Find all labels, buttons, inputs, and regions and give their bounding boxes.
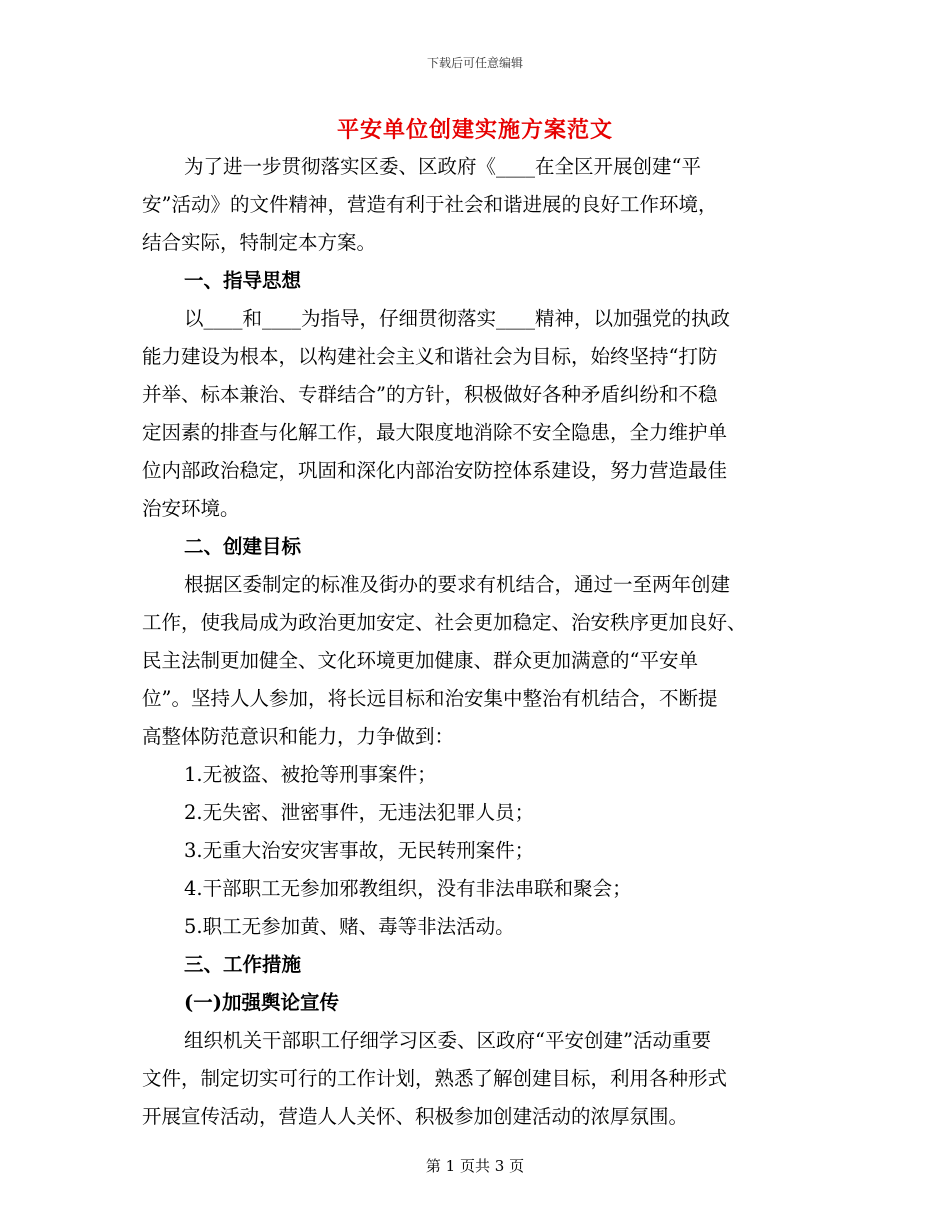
text-line: 4.干部职工无参加邪教组织，没有非法串联和聚会； [184, 877, 632, 900]
text-line: 民主法制更加健全、文化环境更加健康、群众更加满意的“平安单 [142, 649, 698, 672]
text-line: 定因素的排查与化解工作，最大限度地消除不安全隐患，全力维护单 [142, 421, 728, 444]
section-heading: 二、创建目标 [184, 535, 302, 558]
document-title: 平安单位创建实施方案范文 [336, 117, 613, 143]
page-footer: 第 1 页共 3 页 [425, 1157, 525, 1175]
text-line: 能力建设为根本，以构建社会主义和谐社会为目标，始终坚持“打防 [142, 345, 718, 368]
text-line: 3.无重大治安灾害事故，无民转刑案件； [184, 839, 535, 862]
text-line: 2.无失密、泄密事件，无违法犯罪人员； [184, 801, 535, 824]
text-line: 治安环境。 [142, 497, 240, 520]
text-line: 开展宣传活动，营造人人关怀、积极参加创建活动的浓厚氛围。 [142, 1105, 689, 1128]
text-line: 位内部政治稳定，巩固和深化内部治安防控体系建设，努力营造最佳 [142, 459, 728, 482]
text-line: 根据区委制定的标准及街办的要求有机结合，通过一至两年创建 [184, 573, 731, 596]
text-line: 5.职工无参加黄、赌、毒等非法活动。 [184, 915, 515, 938]
text-line: 安”活动》的文件精神，营造有利于社会和谐进展的良好工作环境， [142, 193, 718, 216]
text-line: 为了进一步贯彻落实区委、区政府《____在全区开展创建“平 [184, 155, 701, 178]
text-line: 位”。坚持人人参加，将长远目标和治安集中整治有机结合，不断提 [142, 687, 718, 710]
text-line: 组织机关干部职工仔细学习区委、区政府“平安创建”活动重要 [184, 1029, 711, 1052]
text-line: 高整体防范意识和能力，力争做到： [142, 725, 455, 748]
text-line: 文件，制定切实可行的工作计划，熟悉了解创建目标，利用各种形式 [142, 1067, 728, 1090]
text-line: 1.无被盗、被抢等刑事案件； [184, 763, 437, 786]
section-heading: (一)加强舆论宣传 [184, 991, 339, 1014]
text-line: 工作，使我局成为政治更加安定、社会更加稳定、治安秩序更加良好、 [142, 611, 747, 634]
header-note: 下载后可任意编辑 [426, 56, 523, 70]
text-line: 并举、标本兼治、专群结合”的方针，积极做好各种矛盾纠纷和不稳 [142, 383, 718, 406]
text-line: 结合实际，特制定本方案。 [142, 231, 377, 254]
section-heading: 三、工作措施 [184, 953, 302, 976]
text-line: 以____和____为指导，仔细贯彻落实____精神，以加强党的执政 [184, 307, 731, 330]
document-body [142, 148, 807, 1136]
section-heading: 一、指导思想 [184, 269, 302, 292]
